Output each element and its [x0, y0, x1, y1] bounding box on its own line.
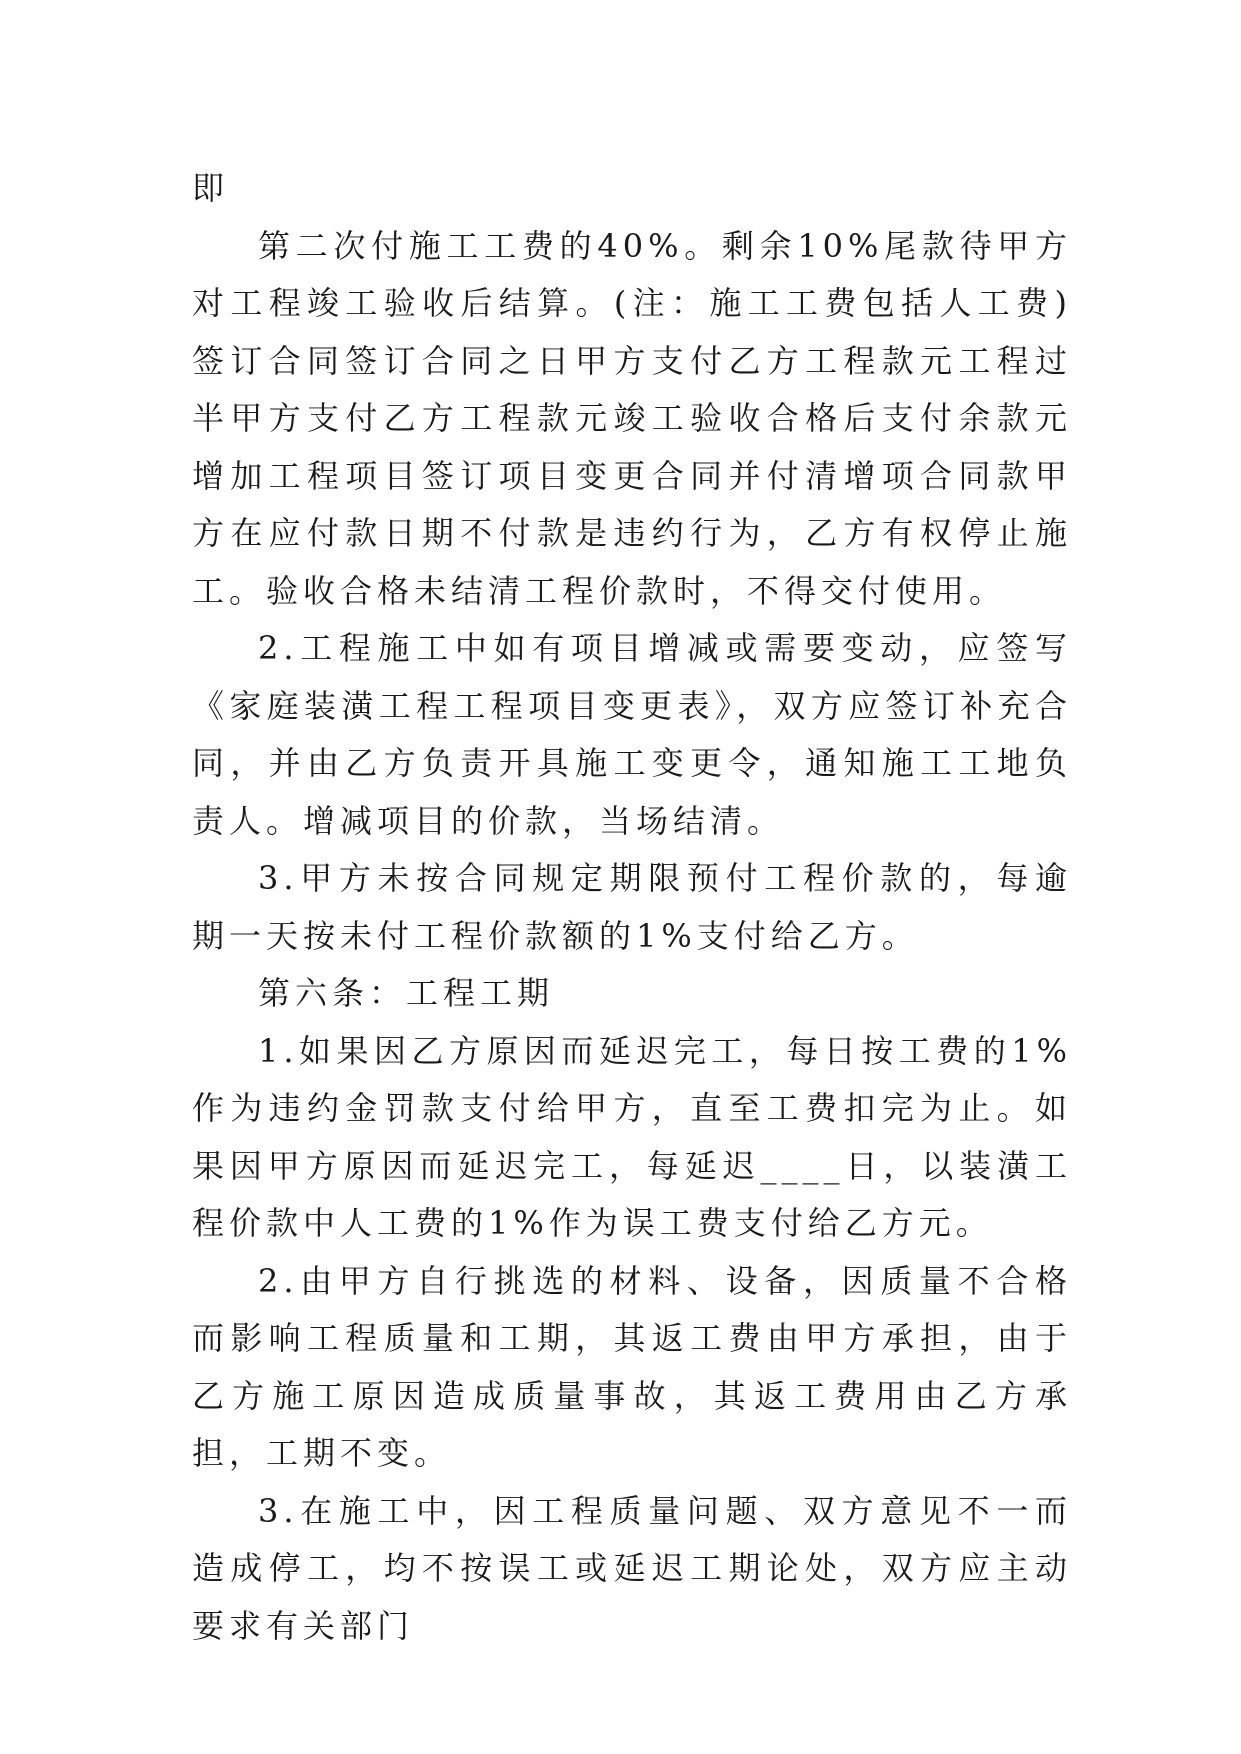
section-heading-article-6: 第六条：工程工期: [258, 974, 555, 1012]
paragraph-item-2-materials: 2.由甲方自行挑选的材料、设备，因质量不合格而影响工程质量和工期，其返工费由甲方承担，由于乙方施工原因造成质量事故，其返工费用由乙方承担，工期不变。: [192, 1261, 1072, 1472]
paragraph-item-1-delay: 1.如果因乙方原因而延迟完工，每日按工费的1%作为违约金罚款支付给甲方，直至工费扣完为止。如果因甲方原因而延迟完工，每延迟____日，以装潢工程价款中人工费的1%作为误工费支付给乙方元。: [192, 1031, 1072, 1242]
paragraph-payment-terms: 第二次付施工工费的40%。剩余10%尾款待甲方对工程竣工验收后结算。(注：施工工费包括人工费)签订合同签订合同之日甲方支付乙方工程款元工程过半甲方支付乙方工程款元竣工验收合格后支付余款元增加工程项目签订项目变更合同并付清增项合同款甲方在应付款日期不付款是违约行为，乙方有权停止施工。验收合格未结清工程价款时，不得交付使用。: [192, 226, 1072, 610]
paragraph-item-3-work-stoppage: 3.在施工中，因工程质量问题、双方意见不一而造成停工，均不按误工或延迟工期论处，双方应主动要求有关部门: [192, 1491, 1072, 1645]
paragraph-item-3-late-payment: 3.甲方未按合同规定期限预付工程价款的，每逾期一天按未付工程价款额的1%支付给乙方。: [192, 859, 1072, 955]
document-body: [192, 160, 1072, 1655]
paragraph-continuation: 即: [192, 169, 230, 207]
paragraph-item-2-changes: 2.工程施工中如有项目增减或需要变动，应签写《家庭装潢工程工程项目变更表》，双方应签订补充合同，并由乙方负责开具施工变更令，通知施工工地负责人。增减项目的价款，当场结清。: [192, 629, 1072, 840]
